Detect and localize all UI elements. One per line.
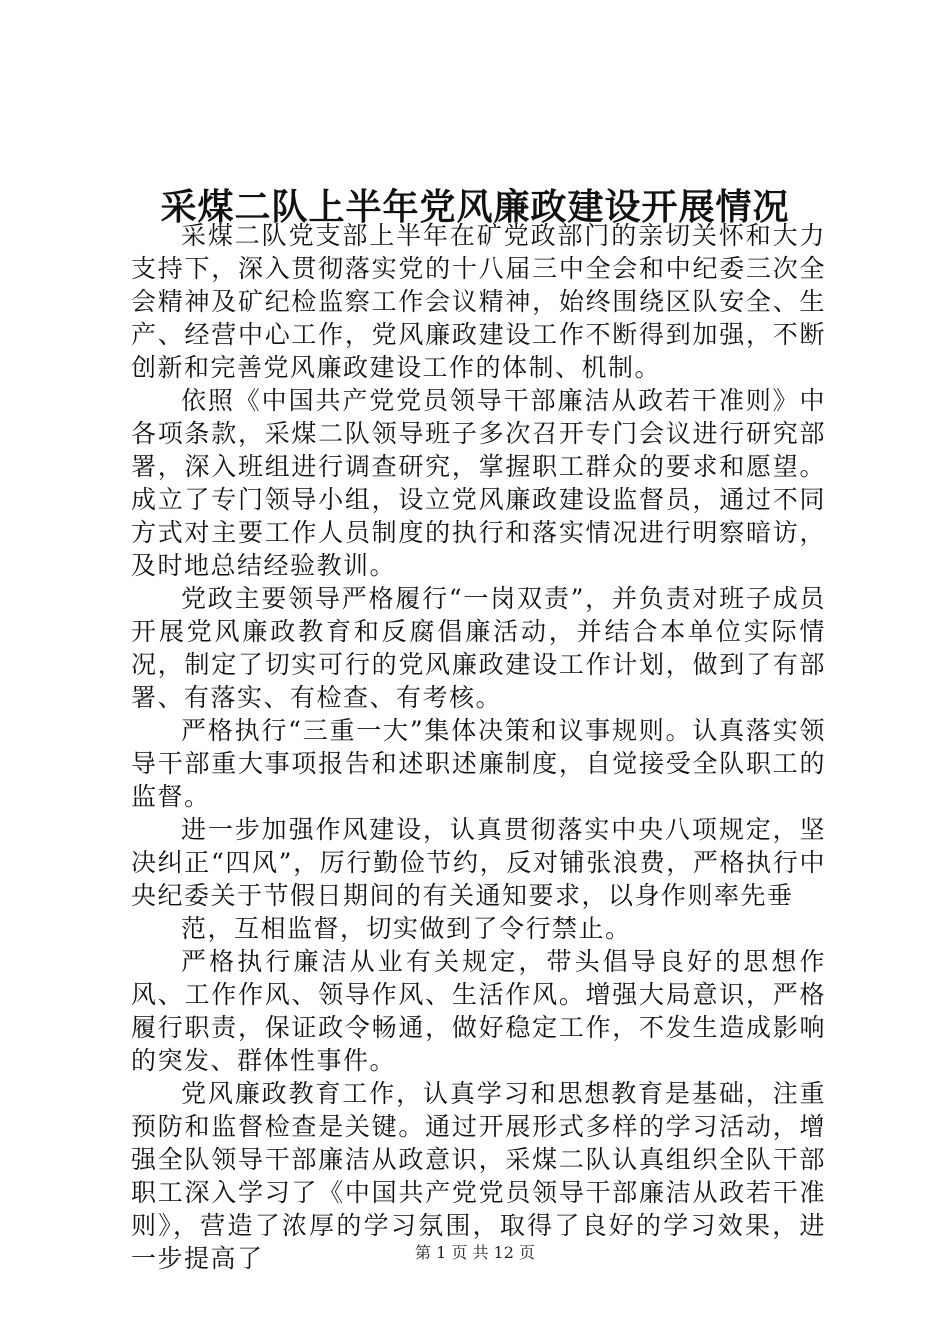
page-number-footer: 第 1 页 共 12 页: [415, 1243, 535, 1262]
paragraph: 严格执行廉洁从业有关规定，带头倡导良好的思想作风、工作作风、领导作风、生活作风。增强大局意识，严格履行职责，保证政令畅通，做好稳定工作，不发生造成影响的突发、群体性事件。: [131, 947, 826, 1075]
paragraph: 采煤二队党支部上半年在矿党政部门的亲切关怀和大力支持下，深入贯彻落实党的十八届三中全会和中纪委三次全会精神及矿纪检监察工作会议精神，始终围绕区队安全、生产、经营中心工作，党风廉政建设工作不断得到加强，不断创新和完善党风廉政建设工作的体制、机制。: [131, 221, 826, 382]
paragraph: 党风廉政教育工作，认真学习和思想教育是基础，注重预防和监督检查是关键。通过开展形式多样的学习活动，增强全队领导干部廉洁从政意识，采煤二队认真组织全队干部职工深入学习了《中国共产党党员领导干部廉洁从政若干准则》，营造了浓厚的学习氛围，取得了良好的学习效果，进一步提高了: [131, 1079, 826, 1273]
paragraph: 严格执行“三重一大”集体决策和议事规则。认真落实领导干部重大事项报告和述职述廉制度，自觉接受全队职工的监督。: [131, 716, 826, 811]
paragraph: 依照《中国共产党党员领导干部廉洁从政若干准则》中各项条款，采煤二队领导班子多次召开专门会议进行研究部署，深入班组进行调查研究，掌握职工群众的要求和愿望。成立了专门领导小组，设立党风廉政建设监督员，通过不同方式对主要工作人员制度的执行和落实情况进行明察暗访，及时地总结经验教训。: [131, 386, 826, 580]
paragraph: 范，互相监督，切实做到了令行禁止。: [181, 914, 632, 943]
paragraph: 党政主要领导严格履行“一岗双责”，并负责对班子成员开展党风廉政教育和反腐倡廉活动，并结合本单位实际情况，制定了切实可行的党风廉政建设工作计划，做到了有部署、有落实、有检查、有考核。: [131, 584, 826, 712]
document-body: [131, 219, 826, 1275]
paragraph: 进一步加强作风建设，认真贯彻落实中央八项规定，坚决纠正“四风”，厉行勤俭节约，反对铺张浪费，严格执行中央纪委关于节假日期间的有关通知要求，以身作则率先垂: [131, 815, 826, 910]
document-title: 采煤二队上半年党风廉政建设开展情况: [160, 186, 790, 229]
